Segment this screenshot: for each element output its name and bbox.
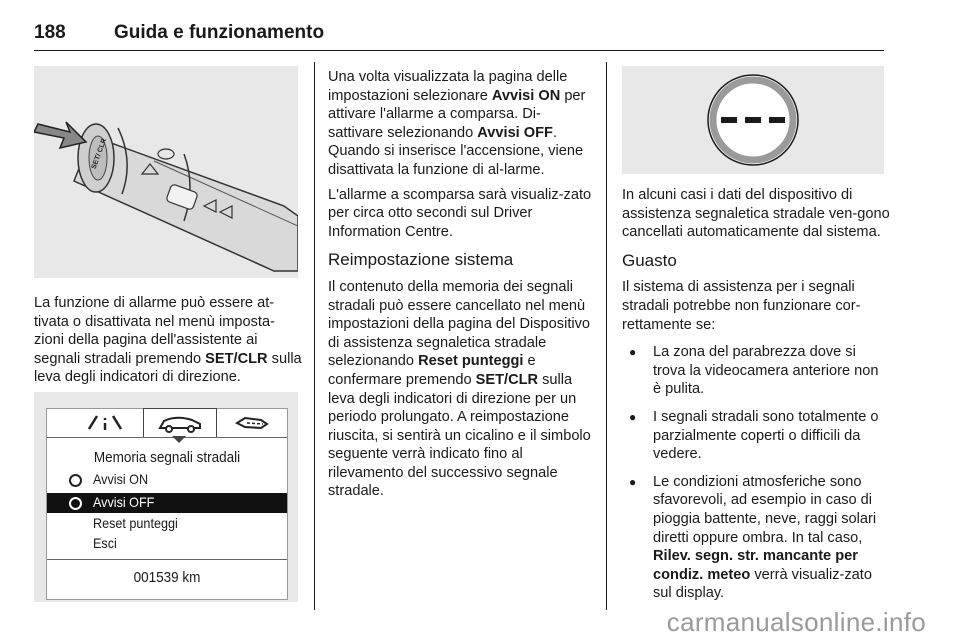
- watermark: carmanualsonline.info: [666, 607, 926, 637]
- odometer: 001539 km: [133, 569, 201, 586]
- column-divider-1: [314, 62, 315, 610]
- assist-tab-icon: [235, 415, 269, 431]
- col2-paragraph-1: Una volta visualizzata la pagina delle impostazioni selezionare Avvisi ON per attivare l'allarme a comparsa. Di-sattivare selezionando Avvisi OFF. Quando si inserisce l'accensione, viene disattivata la funzione di al-larme.: [328, 69, 586, 178]
- col3-paragraph-2: Il sistema di assistenza per i segnali stradali potrebbe non funzionare cor-rettamente se:: [622, 279, 861, 333]
- display-divider: [47, 559, 287, 560]
- turn-signal-lever-illustration: [34, 66, 298, 278]
- reset-symbol-figure: [622, 66, 884, 174]
- tab-pointer: [172, 436, 186, 443]
- no-sign-dashes-icon: [705, 72, 801, 168]
- col2-paragraph-3: Il contenuto della memoria dei segnali stradali può essere cancellato nel menù impostazioni della pagina del Dispositivo di assistenza segnaletica stradale selezionando Reset punteggi e confermare premendo SET/CLR sulla leva degli indicatori di direzione per un periodo prolungato. A reimpostazione riuscita, si sentirà un cicalino e il simbolo seguente verrà indicato fino al rilevamento del successivo segnale stradale.: [328, 278, 591, 500]
- fault-conditions-list: [622, 343, 890, 603]
- road-sign-tab-icon: [85, 413, 125, 433]
- lever-figure: [34, 66, 298, 278]
- page-number: 188: [34, 22, 66, 43]
- display-figure: [34, 392, 298, 602]
- car-tab: [143, 408, 217, 437]
- col2-paragraph-2: L'allarme a scomparsa sarà visualiz-zato per circa otto secondi sul Driver Information Centre.: [328, 186, 592, 240]
- col3-text: [622, 186, 890, 603]
- radio-selected-icon: [69, 497, 82, 510]
- heading-guasto: Guasto: [622, 250, 677, 270]
- display-tab-row: [47, 409, 287, 438]
- col2-text: [328, 68, 594, 501]
- column-divider-2: [606, 62, 607, 610]
- heading-reimpostazione: Reimpostazione sistema: [328, 250, 514, 270]
- list-item: ● I segnali stradali sono totalmente o parzialmente coperti o difficili da vedere.: [622, 408, 890, 464]
- col3-paragraph-1: In alcuni casi i dati del dispositivo di assistenza segnaletica stradale ven-gono cancellati automaticamente dal sistema.: [622, 187, 890, 241]
- section-title: Guida e funzionamento: [114, 22, 325, 43]
- list-item: ● Le condizioni atmosferiche sono sfavorevoli, ad esempio in caso di pioggia battente, neve, raggi solari diretti oppure ombra. In tal caso, Rilev. segn. str. mancante per condiz. meteo verrà visualiz-zato sul display.: [622, 473, 890, 603]
- menu-item-avvisi-off-selected: Avvisi OFF: [47, 493, 287, 513]
- menu-item-esci: Esci: [93, 535, 117, 551]
- car-icon: [156, 412, 204, 434]
- set-clr-label: SET/ CLR: [90, 137, 109, 171]
- menu-item-reset-punteggi: Reset punteggi: [93, 515, 178, 531]
- menu-item-avvisi-on: Avvisi ON: [47, 471, 287, 491]
- driver-info-display: [46, 408, 288, 600]
- radio-empty-icon: [69, 474, 82, 487]
- col1-paragraph: La funzione di allarme può essere at-tivata o disattivata nel menù imposta-zioni della pagina dell'assistente ai segnali stradali premendo SET/CLR sulla leva degli indicatori di direzione.: [34, 295, 302, 386]
- header-rule: [34, 50, 884, 51]
- menu-title: Memoria segnali stradali: [93, 449, 241, 466]
- list-item: ● La zona del parabrezza dove si trova la videocamera anteriore non è pulita.: [622, 343, 890, 399]
